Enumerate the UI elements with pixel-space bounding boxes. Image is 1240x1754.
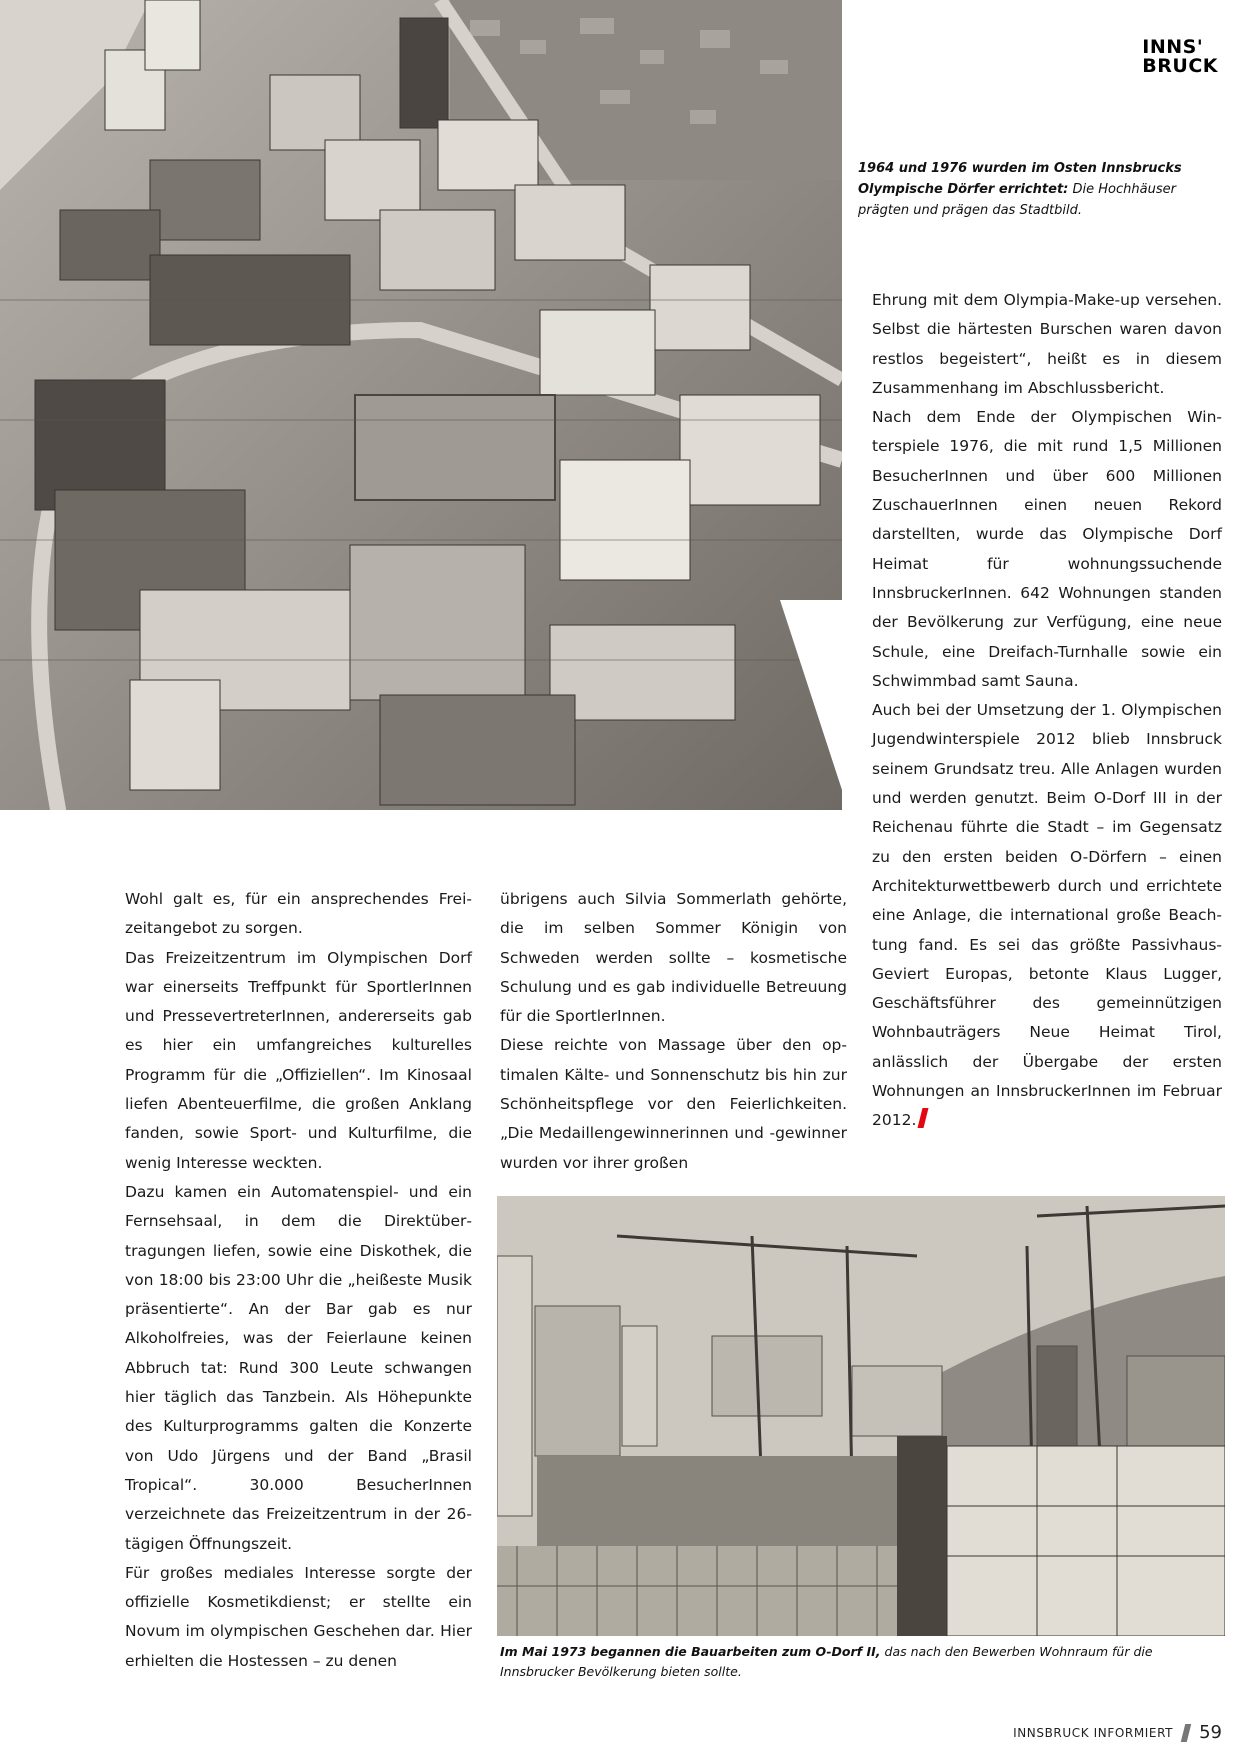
- logo-line-2: BRUCK: [1142, 55, 1218, 77]
- top-photo-caption: [858, 158, 1228, 221]
- paragraph: [872, 696, 1222, 1135]
- paragraph: Für großes mediales Interesse sorgte der offizielle Kosmetikdienst; er stellte ein Novum im olympischen Geschehen dar. Hier erhielten die Hostessen – zu denen: [125, 1563, 472, 1670]
- caption-bold: Im Mai 1973 begannen die Bauarbeiten zum O-Dorf II,: [500, 1644, 881, 1659]
- publication-name: INNSBRUCK INFORMIERT: [1013, 1725, 1174, 1740]
- paragraph: Diese reichte von Massage über den optimalen Kälte- und Sonnenschutz bis hin zur Schönheitspflege vor den Feierlichkeiten. „Die Medaillengewinnerinnen und -gewinner wurden vor ihrer großen: [500, 1036, 847, 1172]
- caption-text: das nach den Bewerben Wohnraum für die Innsbrucker Bevölkerung bieten sollte.: [500, 1644, 1153, 1679]
- end-mark-icon: [918, 1108, 929, 1128]
- paragraph: Nach dem Ende der Olympischen Winterspiele 1976, die mit rund 1,5 Millionen BesucherInnen und über 600 Millionen ZuschauerInnen einen neuen Rekord darstellten, wurde das Olympische Dorf Heimat für wohnungssuchende InnsbruckerInnen. 642 Wohnungen standen der Bevölkerung zur Verfügung, eine neue Schule, eine Dreifach-Turnhalle sowie ein Schwimmbad samt Sauna.: [872, 408, 1222, 690]
- paragraph: Dazu kamen ein Automatenspiel- und ein Fernsehsaal, in dem die Direktübertragungen liefen, sowie eine Diskothek, die von 18:00 bis 23:00 Uhr die „heißeste Musik präsentierte“. An der Bar gab es nur Alkoholfreies, was der Feierlaune keinen Abbruch tat: Rund 300 Leute schwangen hier täglich das Tanzbein. Als Höhepunkte des Kulturprogramms galten die Konzerte von Udo Jürgens und der Band „Brasil Tropical“. 30.000 BesucherInnen verzeichnete das Freizeitzentrum in der 26-tägigen Öffnungszeit.: [125, 1182, 472, 1553]
- paragraph: Das Freizeitzentrum im Olympischen Dorf war einerseits Treffpunkt für SportlerInnen und PressevertreterInnen, andererseits gab es hier ein umfangreiches kulturelles Programm für die „Offiziellen“. Im Kinosaal liefen Abenteuerfilme, die großen Anklang fanden, sowie Sport- und Kulturfilme, die wenig Interesse weckten.: [125, 948, 472, 1172]
- bottom-photo-caption: [500, 1642, 1230, 1682]
- paragraph: Ehrung mit dem Olympia-Make-up versehen. Selbst die härtesten Burschen waren davon restlos begeistert“, heißt es in diesem Zusammenhang im Abschlussbericht.: [872, 291, 1222, 397]
- page-footer: [1013, 1722, 1222, 1743]
- construction-photo-o-dorf-ii-icon: [497, 1196, 1225, 1636]
- paragraph: übrigens auch Silvia Sommerlath gehörte, die im selben Sommer Königin von Schweden werden sollte – kosmetische Schulung und es gab individuelle Betreuung für die SportlerInnen.: [500, 890, 847, 1026]
- innsbruck-logo: [1142, 38, 1218, 76]
- article-column-right: [872, 286, 1222, 1136]
- logo-line-1: INNS': [1142, 36, 1204, 58]
- construction-photo: [497, 1196, 1225, 1636]
- page-number: 59: [1199, 1722, 1222, 1743]
- caption-text: Die Hochhäuser prägten und prägen das Stadtbild.: [858, 182, 1176, 218]
- article-column-middle: [500, 885, 847, 1178]
- paragraph: Wohl galt es, für ein ansprechendes Freizeitangebot zu sorgen.: [125, 890, 472, 938]
- slash-divider-icon: [1181, 1724, 1191, 1742]
- aerial-photo: [0, 0, 842, 810]
- article-column-left: [125, 885, 472, 1676]
- caption-bold: 1964 und 1976 wurden im Osten Innsbrucks Olympische Dörfer errichtet:: [858, 161, 1182, 197]
- aerial-photo-olympic-village-icon: [0, 0, 842, 810]
- paragraph-text: Auch bei der Umsetzung der 1. Olympischen Jugendwinterspiele 2012 blieb Innsbruck seinem Grundsatz treu. Alle Anlagen wurden und werden genutzt. Beim O-Dorf III in der Reichenau führte die Stadt – im Gegensatz zu den ersten beiden O-Dörfern – einen Architekturwettbewerb durch und errichtete eine Anlage, die international große Beachtung fand. Es sei das größte Passivhaus-Geviert Europas, betonte Klaus Lugger, Geschäftsführer des gemeinnützigen Wohnbauträgers Neue Heimat Tirol, anlässlich der Übergabe der ersten Wohnungen an InnsbruckerInnen im Februar 2012.: [872, 701, 1222, 1130]
